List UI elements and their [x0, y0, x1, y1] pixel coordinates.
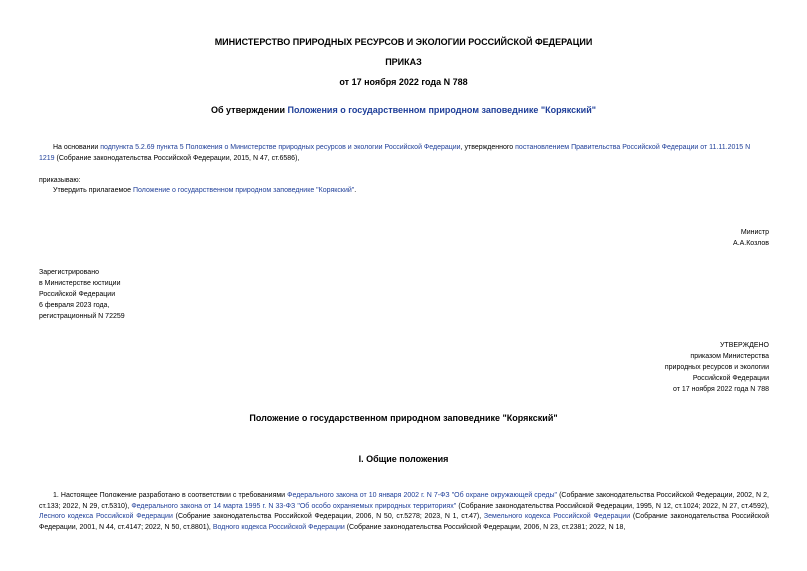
preamble-line-1 — [53, 143, 750, 154]
approval-line: УТВЕРЖДЕНО — [719, 342, 769, 349]
clause-text: 1. Настоящее Положение разработано в соответствии с требованиями — [53, 492, 288, 499]
preamble-text: На основании — [53, 144, 101, 151]
forest-code-link[interactable]: Лесного кодекса Российской Федерации — [39, 513, 173, 520]
clause-text: (Собрание законодательства Российской Федерации, 1995, N 12, ст.1024; 2022, N 27, ст.4592), — [456, 502, 770, 510]
regulation-link[interactable]: Положение о государственном природном заповеднике "Корякский" — [133, 187, 355, 194]
signature-name: А.А.Козлов — [732, 240, 769, 247]
section-heading: I. Общие положения — [358, 454, 449, 464]
registration-line: в Министерстве юстиции — [39, 280, 121, 287]
approval-line: природных ресурсов и экологии — [664, 364, 769, 371]
order-text: . — [354, 187, 357, 194]
document-title — [0, 105, 807, 115]
clause-text: (Собрание законодательства Российской Федерации, 2006, N 23, ст.2381; 2022, N 18, — [344, 523, 626, 531]
clause-text: (Собрание законодательства Российской Федерации, 2001, N 44, ст.4147; 2022, N 50, ст.8801), — [39, 513, 769, 531]
registration-line: Зарегистрировано — [39, 269, 99, 276]
preamble-text: (Собрание законодательства Российской Федерации, 2015, N 47, ст.6586), — [54, 155, 300, 162]
ministry-heading: МИНИСТЕРСТВО ПРИРОДНЫХ РЕСУРСОВ И ЭКОЛОГИИ РОССИЙСКОЙ ФЕДЕРАЦИИ — [214, 37, 593, 47]
environment-law-link[interactable]: Федерального закона от 10 января 2002 г. N 7-ФЗ "Об охране окружающей среды" — [287, 492, 558, 499]
government-decree-link-cont[interactable]: 1219 — [39, 155, 55, 162]
approval-line: от 17 ноября 2022 года N 788 — [673, 386, 769, 393]
clause-1 — [39, 491, 769, 533]
preamble-text: , утвержденного — [460, 144, 516, 151]
registration-line: 6 февраля 2023 года, — [39, 302, 110, 309]
subclause-link[interactable]: подпункта 5.2.69 пункта 5 Положения о Министерстве природных ресурсов и экологии Российской Федерации — [100, 144, 461, 151]
water-code-link[interactable]: Водного кодекса Российской Федерации — [212, 523, 345, 531]
clause-text: (Собрание законодательства Российской Федерации, 2006, N 50, ст.5278; 2023, N 1, ст.47), — [172, 513, 484, 520]
order-line — [53, 186, 356, 197]
order-word: приказываю: — [39, 177, 81, 184]
clause-text: (Собрание законодательства Российской Федерации, 2002, N 2, ст.133; 2022, N 29, ст.5310), — [39, 492, 770, 510]
registration-line: Российской Федерации — [39, 291, 116, 298]
document-type: ПРИКАЗ — [385, 57, 422, 67]
government-decree-link[interactable]: постановлением Правительства Российской Федерации от 11.11.2015 N — [515, 144, 751, 151]
order-text: Утвердить прилагаемое — [53, 187, 134, 194]
registration-line: регистрационный N 72259 — [39, 313, 125, 320]
approval-line: приказом Министерства — [690, 353, 769, 360]
document-date-number: от 17 ноября 2022 года N 788 — [339, 77, 468, 87]
title-regulation-link[interactable]: Положения о государственном природном заповеднике "Корякский" — [287, 105, 596, 115]
document-title-prefix: Об утверждении — [211, 105, 288, 115]
approval-line: Российской Федерации — [692, 375, 769, 382]
protected-areas-law-link[interactable]: Федерального закона от 14 марта 1995 г. N 33-ФЗ "Об особо охраняемых природных территориях" — [131, 502, 457, 510]
land-code-link[interactable]: Земельного кодекса Российской Федерации — [483, 513, 631, 520]
signature-position: Министр — [740, 229, 769, 236]
preamble-line-2 — [39, 154, 299, 165]
regulation-title: Положение о государственном природном заповеднике "Корякский" — [249, 413, 558, 423]
